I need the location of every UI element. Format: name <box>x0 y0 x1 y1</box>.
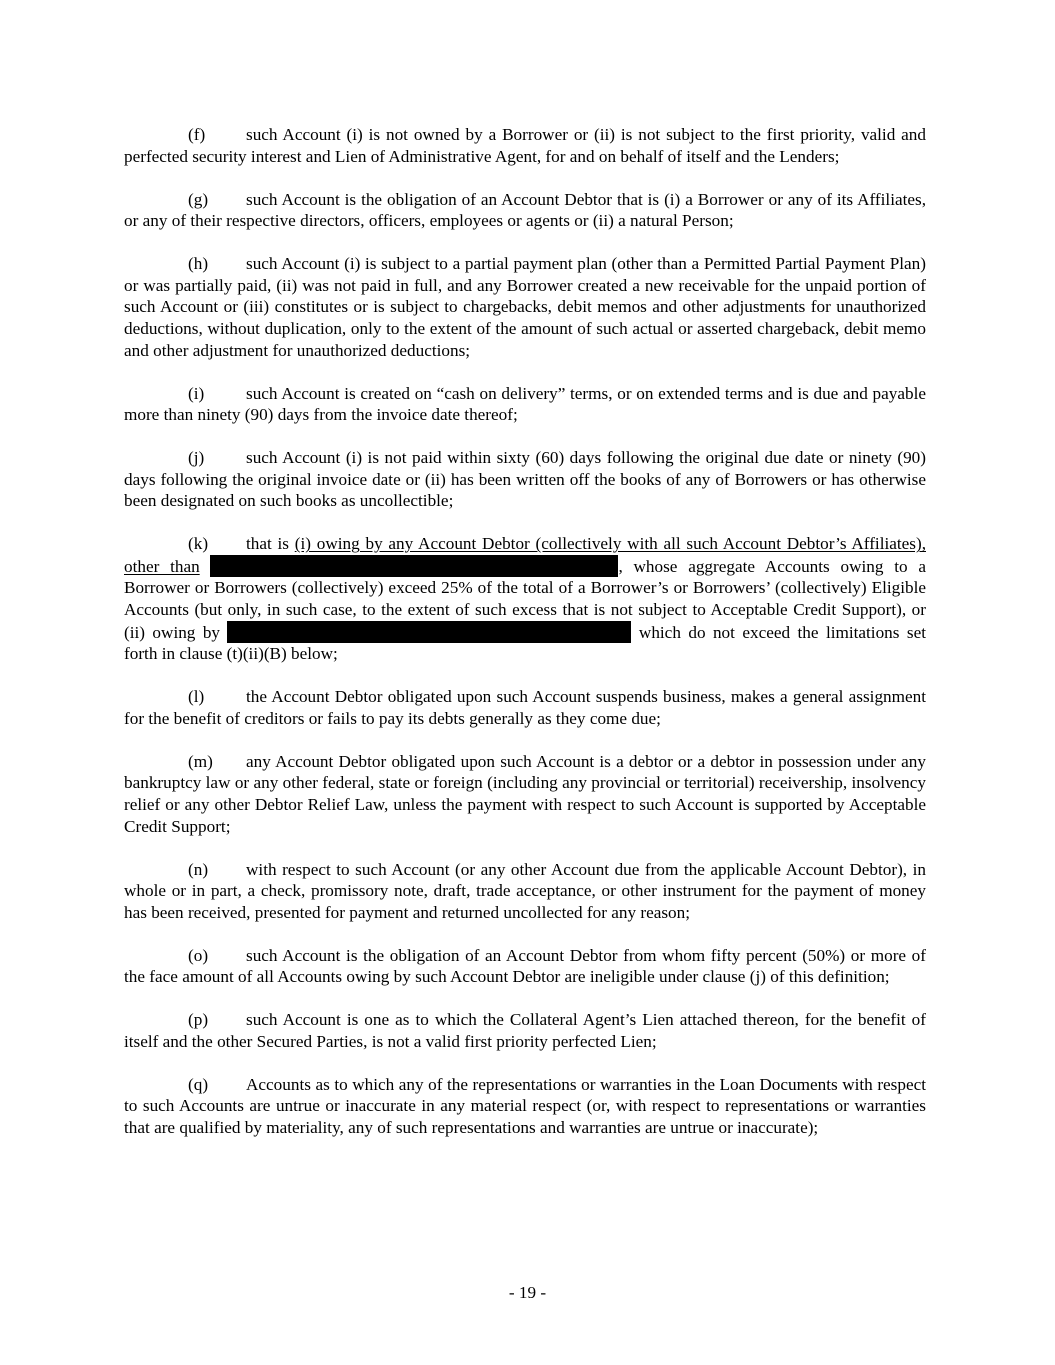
clause-text: such Account (i) is not owned by a Borrower or (ii) is not subject to the first priority, valid and perfected security interest and Lien of Administrative Agent, for and on behalf of itself and the Lenders; <box>124 125 926 166</box>
clause-h <box>124 253 926 361</box>
clause-p <box>124 1009 926 1052</box>
clause-text: which do not exceed the limitations set forth in clause (t)(ii)(B) below; <box>124 622 926 664</box>
clause-text: such Account (i) is subject to a partial payment plan (other than a Permitted Partial Payment Plan) or was partially paid, (ii) was not paid in full, and any Borrower created a new receivable for the unpaid portion of such Account or (iii) constitutes or is subject to chargebacks, debit memos and other adjustments for unauthorized deductions, without duplication, only to the extent of the amount of such actual or asserted chargeback, debit memo and other adjustment for unauthorized deductions; <box>124 254 926 360</box>
clause-text-underlined: (i) owing by any Account Debtor (collectively with all such Account Debtor’s Affiliates), other than <box>124 534 926 576</box>
clause-label: (n) <box>188 859 209 879</box>
clause-text: such Account is the obligation of an Account Debtor from whom fifty percent (50%) or more of the face amount of all Accounts owing by such Account Debtor are ineligible under clause (j) of this definition; <box>124 945 926 987</box>
clause-text: Accounts as to which any of the representations or warranties in the Loan Documents with respect to such Accounts are untrue or inaccurate in any material respect (or, with respect to representations or warranties that are qualified by materiality, any of such representations and warranties are untrue or inaccurate); <box>124 1074 926 1138</box>
clause-label: (p) <box>188 1010 209 1030</box>
clause-text: the Account Debtor obligated upon such Account suspends business, makes a general assignment for the benefit of creditors or fails to pay its debts generally as they come due; <box>124 687 926 728</box>
clause-label: (o) <box>188 945 209 965</box>
clause-label: (l) <box>188 687 205 707</box>
clause-l <box>124 686 926 729</box>
clause-label: (j) <box>188 448 205 468</box>
clause-o <box>124 945 926 988</box>
clause-g <box>124 189 926 232</box>
clause-text: with respect to such Account (or any other Account due from the applicable Account Debtor), in whole or in part, a check, promissory note, draft, trade acceptance, or other instrument for the payment of money has been received, presented for payment and returned uncollected for any reason; <box>124 859 926 922</box>
document-page <box>124 124 926 1160</box>
clause-label: (i) <box>188 383 205 403</box>
clause-j <box>124 447 926 512</box>
clause-text: such Account (i) is not paid within sixty (60) days following the original due date or ninety (90) days following the original invoice date or (ii) has been written off the books of any of Borrowers or has otherwise been designated on such books as uncollectible; <box>124 448 926 511</box>
redaction-block <box>210 555 618 577</box>
clause-text: such Account is one as to which the Collateral Agent’s Lien attached thereon, for the benefit of itself and the other Secured Parties, is not a valid first priority perfected Lien; <box>124 1010 926 1051</box>
clause-label: (k) <box>188 534 209 554</box>
clause-label: (m) <box>188 751 213 771</box>
page-number: - 19 - <box>508 1283 547 1302</box>
clause-q <box>124 1074 926 1139</box>
clause-text: , whose aggregate Accounts owing to a Borrower or Borrowers (collectively) exceed 25% of the total of a Borrower’s or Borrowers’ (collectively) Eligible Accounts (but only, in such case, to the extent of such excess that is not subject to Acceptable Credit Support), or (ii) owing by <box>124 556 926 642</box>
clause-m <box>124 751 926 837</box>
clause-k <box>124 533 926 665</box>
clause-label: (f) <box>188 125 206 144</box>
clause-label: (q) <box>188 1074 209 1094</box>
clause-text: such Account is created on “cash on delivery” terms, or on extended terms and is due and payable more than ninety (90) days from the invoice date thereof; <box>124 383 926 425</box>
clause-n <box>124 859 926 924</box>
clause-text: any Account Debtor obligated upon such Account is a debtor or a debtor in possession under any bankruptcy law or any other federal, state or foreign (including any provincial or territorial) receivership, insolvency relief or any other Debtor Relief Law, unless the payment with respect to such Account is supported by Acceptable Credit Support; <box>124 751 926 836</box>
clause-text: such Account is the obligation of an Account Debtor that is (i) a Borrower or any of its Affiliates, or any of their respective directors, officers, employees or agents or (ii) a natural Person; <box>124 189 926 231</box>
clause-i <box>124 383 926 426</box>
redaction-block <box>227 621 631 643</box>
clause-label: (g) <box>188 189 209 209</box>
clause-label: (h) <box>188 254 209 274</box>
clause-f <box>124 124 926 167</box>
clause-text: that is <box>246 534 295 554</box>
